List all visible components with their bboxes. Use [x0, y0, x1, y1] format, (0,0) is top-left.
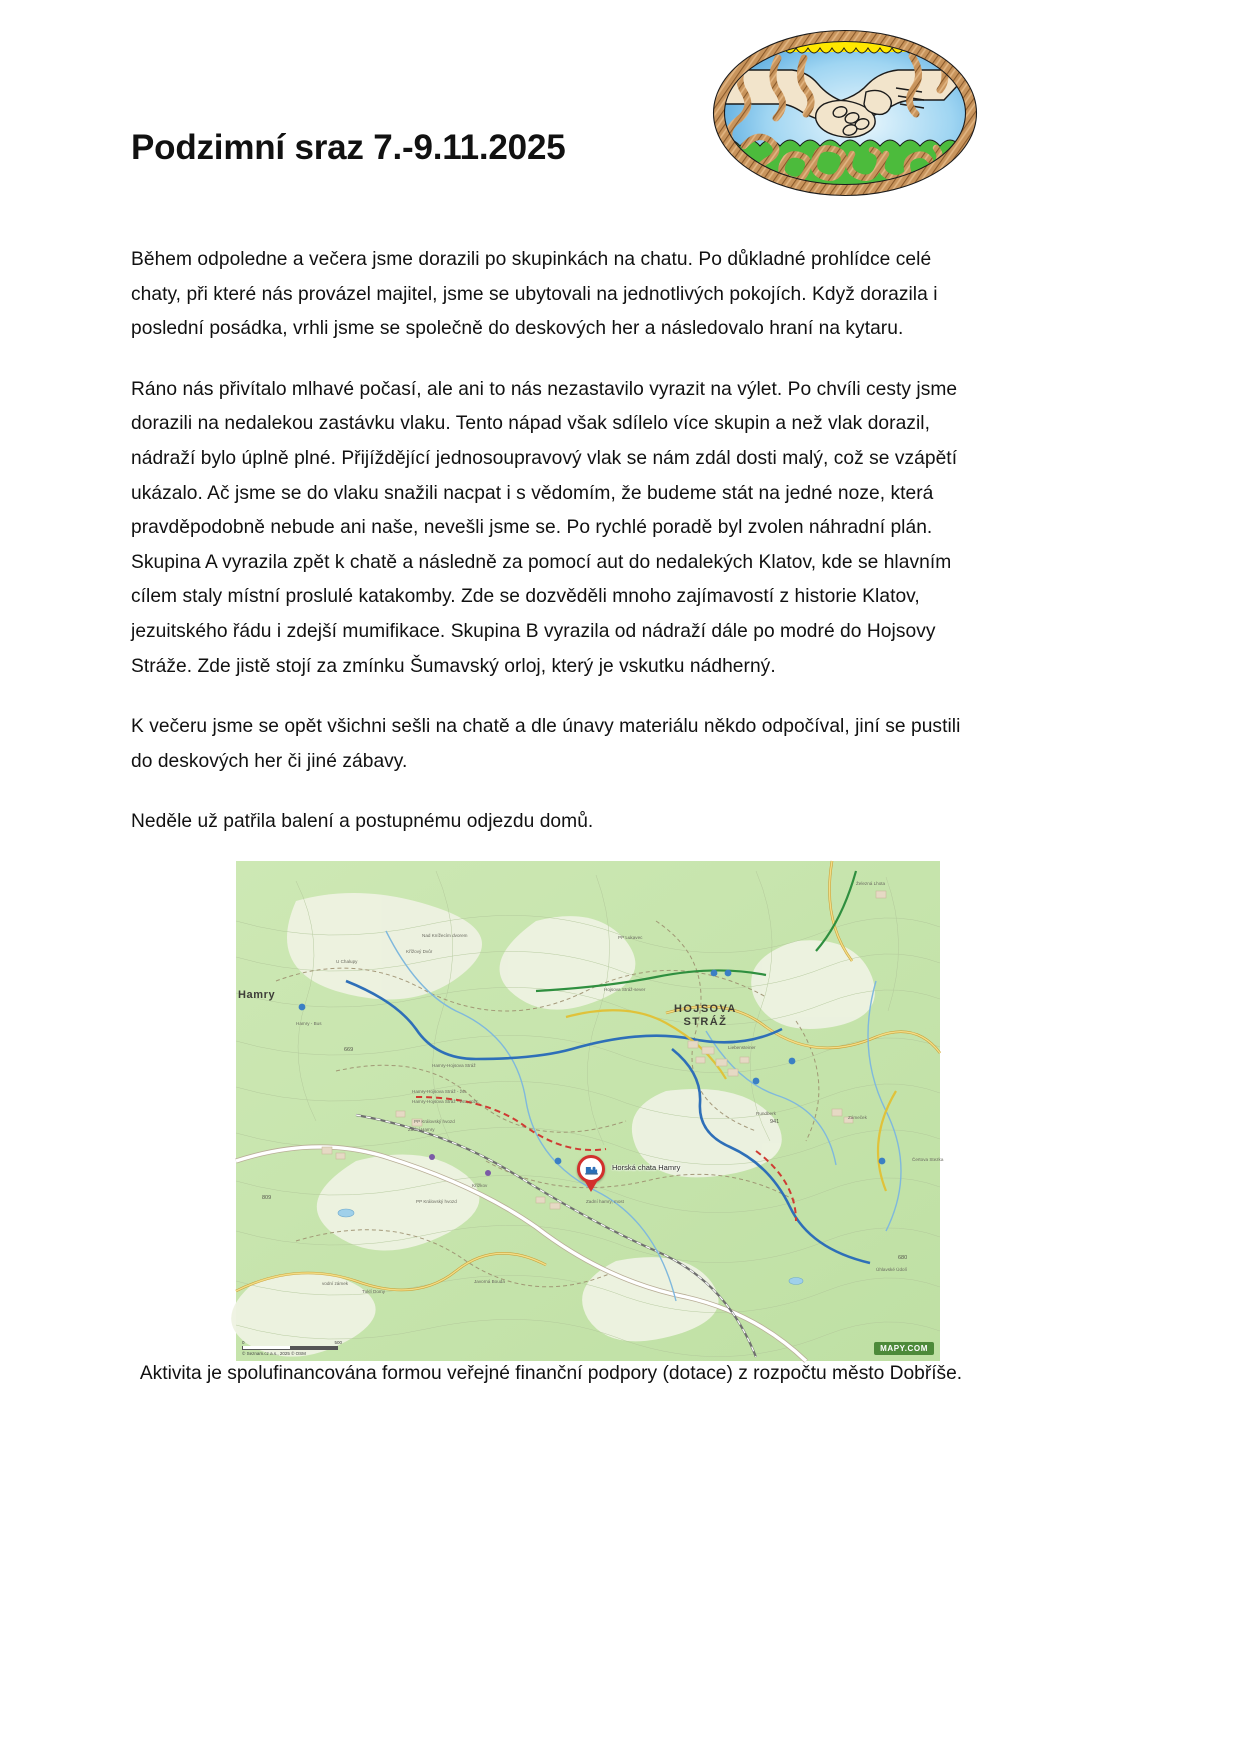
map-place-label: Úhlavské Údolí: [876, 1267, 907, 1272]
map-figure: [236, 861, 944, 1361]
map-place-label: Zámeček: [848, 1115, 867, 1120]
map-marker-label: Horská chata Hamry: [612, 1163, 681, 1172]
map-place-label: Hamry-Hojsova Stráž - žst., rozc.: [412, 1099, 480, 1104]
map-label-town-hamry: Hamry: [238, 989, 276, 1001]
map-place-label: Křížkov: [472, 1183, 488, 1188]
paragraph-1: Během odpoledne a večera jsme dorazili po skupinkách na chatu. Po důkladné prohlídce celé chaty, při které nás provázel majitel, jsme se ubytovali na jednotlivých pokojích. Když dorazila i poslední posádka, vrhli jsme se společně do deskových her a následovalo hraní na kytaru.: [131, 249, 938, 340]
map-scalebar: [242, 1340, 342, 1356]
document-body: [131, 243, 964, 866]
scale-max: 500: [334, 1340, 342, 1345]
map-place-label: 941: [770, 1119, 780, 1125]
map-place-label: Železná Lhota: [856, 881, 886, 886]
map-place-label: PP Královský hvozd: [414, 1119, 455, 1124]
scale-min: 0: [242, 1340, 245, 1345]
map-place-label: Javorná Bouda: [474, 1279, 505, 1284]
map-place-label: Tuklí Domy: [362, 1289, 386, 1294]
pin-tip: [584, 1180, 598, 1192]
funding-caption: Aktivita je spolufinancována formou veřejné finanční podpory (dotace) z rozpočtu město Dobříše.: [139, 1363, 963, 1384]
map-place-label: Hamry - Bus: [296, 1021, 322, 1026]
page-title: Podzimní sraz 7.-9.11.2025: [131, 128, 566, 167]
map-place-label: 809: [262, 1195, 272, 1201]
map-place-label: Čertova Stezka: [912, 1157, 944, 1162]
map-place-label: U Chalupy: [336, 959, 358, 964]
map-image: [236, 861, 944, 1361]
map-place-label: PP Královský hvozd: [416, 1199, 457, 1204]
map-place-label: Zadní Hamry: [408, 1127, 435, 1132]
map-label-town-hojsova: HOJSOVA STRÁŽ: [674, 1003, 737, 1028]
map-place-label: 669: [344, 1047, 354, 1053]
paragraph-2: Ráno nás přivítalo mlhavé počasí, ale ani to nás nezastavilo vyrazit na výlet. Po chvíli cesty jsme dorazili na nedalekou zastávku vlaku. Tento nápad však sdílelo více skupin a než vlak dorazil, nádraží bylo úplně plné. Přijíždějící jednosoupravový vlak se nám zdál dosti malý, což se vzápětí ukázalo. Ač jsme se do vlaku snažili nacpat i s vědomím, že budeme stát na jedné noze, která pravděpodobně nebude ani naše, nevešli jsme se. Po rychlé poradě byl zvolen náhradní plán. Skupina A vyrazila zpět k chatě a následně za pomocí aut do nedalekých Klatov, kde se hlavním cílem staly místní proslulé katakomby. Zde se dozvěděli mnoho zajímavostí z historie Klatov, jezuitského řádu i zdejší mumifikace. Skupina B vyrazila od nádraží dále po modré do Hojsovy Stráže. Zde jistě stojí za zmínku Šumavský orloj, který je vskutku nádherný.: [131, 378, 958, 677]
map-place-label: Hamry-Hojsova Stráž - žst.: [412, 1089, 467, 1094]
map-place-label: Zadní hamry, most: [586, 1199, 624, 1204]
map-copyright: © Seznam.cz a.s., 2025 © OSM: [242, 1351, 306, 1356]
scale-line: [242, 1346, 338, 1350]
map-place-label: Nad Knížecím dvorem: [422, 933, 468, 938]
lodging-icon: [577, 1155, 605, 1183]
map-place-label: Liebensteiner: [728, 1045, 756, 1050]
paragraph-4: Neděle už patřila balení a postupnému odjezdu domů.: [131, 811, 594, 833]
map-place-label: Hojsova Stráž-sever: [604, 987, 646, 992]
map-place-label: vodní zámek: [322, 1281, 349, 1286]
paragraph-3: K večeru jsme se opět všichni sešli na chatě a dle únavy materiálu někdo odpočíval, jiní se pustili do deskových her či jiné zábavy.: [131, 716, 961, 772]
club-logo: [700, 18, 990, 208]
map-place-label: 680: [898, 1255, 908, 1261]
map-place-label: Křížový Dvůr: [406, 949, 433, 954]
map-place-label: Hamry-Hojsova Stráž: [432, 1063, 476, 1068]
map-place-label: Rundberk: [756, 1111, 776, 1116]
map-place-label: PP Lukavec: [618, 935, 643, 940]
map-attribution-badge[interactable]: MAPY.COM: [874, 1342, 934, 1355]
map-marker-pin[interactable]: [577, 1155, 605, 1193]
